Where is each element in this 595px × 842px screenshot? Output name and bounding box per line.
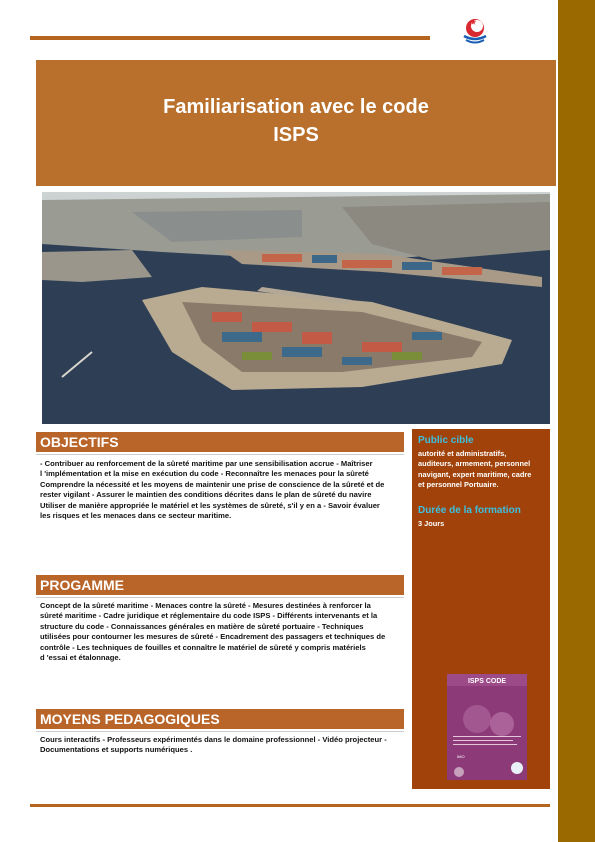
top-divider — [30, 36, 430, 40]
book-publisher: IMO — [457, 754, 465, 759]
company-logo — [462, 16, 488, 46]
objectifs-line: Utiliser de manière appropriée le matériel et les systèmes de sûreté, s'il y en a - Savoir évaluer — [40, 500, 380, 510]
programme-line: utilisées pour contourner les mesures de sûreté - Encadrement des passagers et techniques de — [40, 632, 386, 642]
public-cible-line: auditeurs, armement, personnel — [418, 459, 531, 469]
objectifs-text — [40, 459, 400, 521]
decorative-side-bar — [558, 0, 595, 842]
duree-title: Durée de la formation — [418, 505, 521, 516]
public-cible-line: et personnel Portuaire. — [418, 480, 499, 490]
programme-line: sûreté maritime - Cadre juridique et réglementaire du code ISPS - Différents intervenants et la — [40, 611, 378, 621]
objectifs-line: les risques et les menaces dans ce secteur maritime. — [40, 511, 232, 521]
programme-text — [40, 601, 400, 663]
programme-line: contrôle - Les techniques de fouilles et connaître le matériel de sûreté y compris matériels — [40, 642, 366, 652]
objectifs-line: rester vigilant - Assurer le maintien des conditions décrites dans le plan de sûreté du navire — [40, 490, 372, 500]
public-cible-line: navigant, expert maritime, cadre — [418, 469, 532, 479]
programme-heading: PROGAMME — [36, 575, 404, 595]
isps-code-book-cover — [447, 674, 527, 780]
bottom-divider — [30, 804, 550, 807]
programme-line: Concept de la sûreté maritime - Menaces contre la sûreté - Mesures destinées à renforcer la — [40, 601, 371, 610]
public-cible-text — [418, 449, 546, 491]
programme-line: d 'essai et étalonnage. — [40, 653, 121, 663]
moyens-line: Cours interactifs - Professeurs expérimentés dans le domaine professionnel - Vidéo projecteur - — [40, 735, 387, 744]
port-aerial-photo — [42, 192, 550, 424]
objectifs-line: - Contribuer au renforcement de la sûreté maritime par une sensibilisation accrue - Maîtriser — [40, 459, 373, 468]
moyens-text — [40, 735, 400, 756]
public-cible-line: autorité et administratifs, — [418, 449, 507, 458]
title-line-1: Familiarisation avec le code — [163, 96, 429, 118]
moyens-line: Documentations et supports numériques . — [40, 745, 193, 755]
objectifs-underline — [36, 454, 404, 455]
public-cible-title: Public cible — [418, 435, 474, 446]
programme-underline — [36, 597, 404, 598]
programme-line: structure du code - Connaissances générales en matière de sûreté portuaire - Techniques — [40, 621, 364, 631]
book-title: ISPS CODE — [467, 678, 507, 685]
duree-value: 3 Jours — [418, 519, 445, 528]
moyens-underline — [36, 731, 404, 732]
moyens-heading: MOYENS PEDAGOGIQUES — [36, 709, 404, 729]
objectifs-heading: OBJECTIFS — [36, 432, 404, 452]
objectifs-line: Comprendre la nécessité et les moyens de maintenir une prise de conscience de la sûreté et de — [40, 479, 385, 489]
objectifs-line: l 'implémentation et la mise en exécution du code - Reconnaître les menaces pour la sûreté — [40, 469, 369, 479]
title-line-2: ISPS — [273, 124, 319, 146]
page-title — [36, 93, 556, 149]
